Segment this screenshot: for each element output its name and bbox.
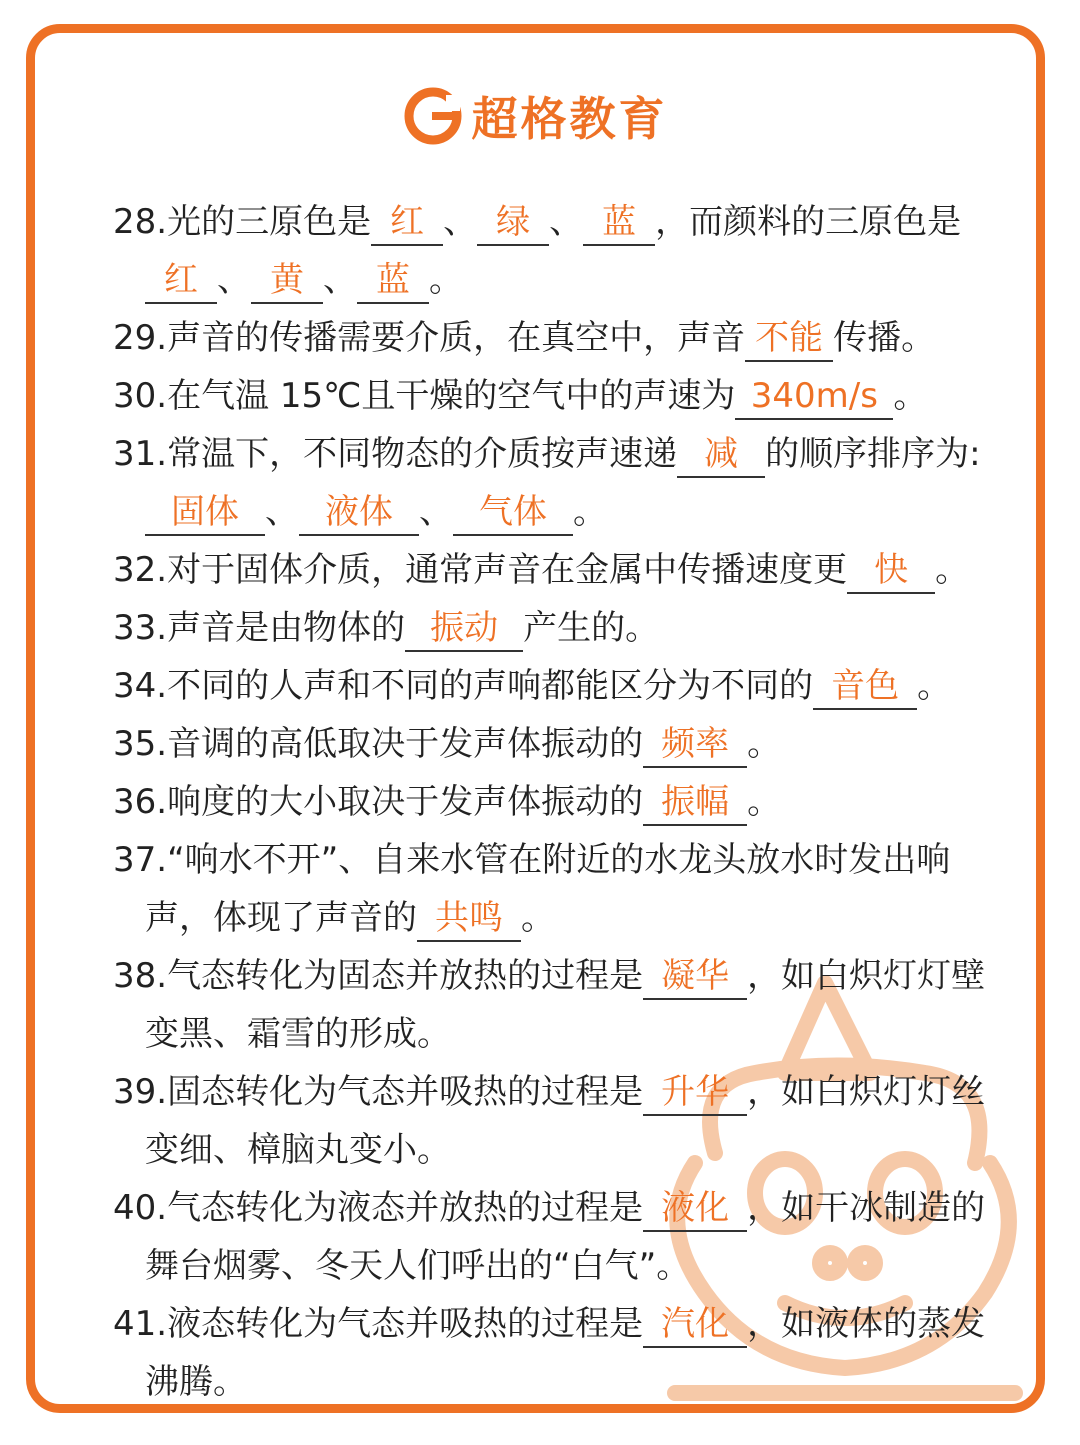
question-text: 、 [419,492,453,532]
question-text: ，而颜料的三原色是 [655,202,962,242]
question-text: 。 [935,550,970,590]
question-text: 沸腾。 [145,1362,247,1402]
question-text: 39.固态转化为气态并吸热的过程是 [113,1072,644,1112]
question-text: ，如白炽灯灯丝 [747,1072,986,1112]
question-text: 38.气态转化为固态并放热的过程是 [113,956,644,996]
question-line [113,1179,1045,1237]
question-text: 31.常温下，不同物态的介质按声速递 [113,434,678,474]
question-line [113,309,1045,367]
question-text: 舞台烟雾、冬天人们呼出的“白气”。 [145,1246,691,1286]
question-line [113,1063,1045,1121]
answer-blank: 音色 [813,664,917,710]
question-line [113,947,1045,1005]
brand-name: 超格教育 [471,92,668,146]
answer-blank: 黄 [251,258,323,304]
answer-blank: 汽化 [643,1302,747,1348]
question-text: 。 [917,666,952,706]
question-line [113,1237,1045,1295]
question-text: 、 [265,492,299,532]
answer-blank: 振幅 [643,780,747,826]
question-text: 变细、樟脑丸变小。 [145,1130,451,1170]
question-text: 40.气态转化为液态并放热的过程是 [113,1188,644,1228]
question-text: 36.响度的大小取决于发声体振动的 [113,782,644,822]
question-text: 。 [429,260,463,300]
answer-blank: 红 [145,258,217,304]
question-text: 。 [573,492,607,532]
question-text: 变黑、霜雪的形成。 [145,1014,451,1054]
brand-logo-icon [404,87,462,145]
question-text: 。 [521,898,555,938]
question-text: 的顺序排序为: [765,434,981,474]
question-text: 34.不同的人声和不同的声响都能区分为不同的 [113,666,814,706]
question-line [113,1121,1045,1179]
question-text: 传播。 [833,318,936,358]
question-line [113,831,1045,889]
answer-blank: 凝华 [643,954,747,1000]
question-text: 声，体现了声音的 [145,898,417,938]
question-text: 、 [443,202,478,242]
question-text: 28.光的三原色是 [113,202,372,242]
question-text: 41.液态转化为气态并吸热的过程是 [113,1304,644,1344]
question-line [113,367,1045,425]
answer-blank: 振动 [405,606,523,652]
question-line [113,1005,1045,1063]
answer-blank: 液化 [643,1186,747,1232]
answer-blank: 共鸣 [417,896,521,942]
answer-blank: 红 [371,200,443,246]
question-line [113,425,1045,483]
answer-blank: 蓝 [583,200,655,246]
question-text: 33.声音是由物体的 [113,608,406,648]
question-line [113,773,1045,831]
question-text: 。 [893,376,928,416]
question-text: 37.“响水不开”、自来水管在附近的水龙头放水时发出响 [113,840,951,880]
question-line [113,657,1045,715]
fill-in-blank-list [113,193,1045,1411]
answer-blank: 减 [677,432,765,478]
answer-blank: 液体 [299,490,419,536]
question-line [113,483,1045,541]
question-text: 、 [217,260,251,300]
brand-header [35,83,1036,149]
question-text: 35.音调的高低取决于发声体振动的 [113,724,644,764]
answer-blank: 频率 [643,722,747,768]
question-text: 29.声音的传播需要介质，在真空中，声音 [113,318,746,358]
question-line [113,1295,1045,1353]
answer-blank: 绿 [477,200,549,246]
question-line [113,193,1045,251]
question-text: 、 [549,202,584,242]
answer-blank: 快 [847,548,935,594]
question-line [113,541,1045,599]
question-text: 、 [323,260,357,300]
question-line [113,715,1045,773]
question-line [113,889,1045,947]
question-text: 32.对于固体介质，通常声音在金属中传播速度更 [113,550,848,590]
answer-blank: 不能 [745,316,833,362]
question-text: ，如白炽灯灯壁 [747,956,986,996]
answer-blank: 固体 [145,490,265,536]
question-text: 。 [747,724,782,764]
question-text: 30.在气温 15℃且干燥的空气中的声速为 [113,376,736,416]
answer-blank: 340m/s [735,374,893,420]
question-text: 。 [747,782,782,822]
answer-blank: 升华 [643,1070,747,1116]
answer-blank: 蓝 [357,258,429,304]
question-text: ，如液体的蒸发 [747,1304,986,1344]
question-line [113,1353,1045,1411]
card-frame [26,24,1045,1413]
question-line [113,599,1045,657]
answer-blank: 气体 [453,490,573,536]
question-text: 产生的。 [523,608,660,648]
question-text: ，如干冰制造的 [747,1188,986,1228]
question-line [113,251,1045,309]
